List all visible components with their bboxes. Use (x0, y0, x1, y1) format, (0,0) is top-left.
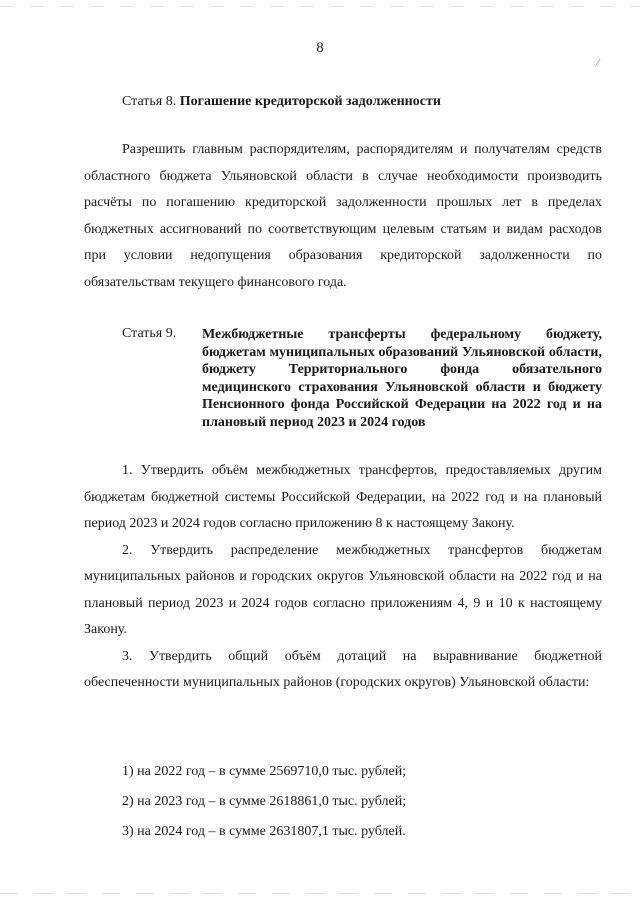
article-9-subitem-list (122, 757, 406, 847)
subitem-2023: 2) на 2023 год – в сумме 2618861,0 тыс. рублей; (122, 794, 407, 809)
subitem-2022: 1) на 2022 год – в сумме 2569710,0 тыс. рублей; (122, 764, 407, 779)
scan-mark-icon: ⁄ (597, 58, 599, 69)
article-9-body (84, 458, 602, 697)
article-8-paragraph: Разрешить главным распорядителям, распорядителям и получателям средств областного бюджета Ульяновской области в случае необходимости производить расчёты по погашению кредиторской задолженности прошлых лет в пределах бюджетных ассигнований по соответствующим целевым статьям и видам расходов при условии недопущения образования кредиторской задолженности по обязательствам текущего финансового года. (84, 142, 602, 290)
article-8-body (84, 137, 602, 296)
article-8-title: Погашение кредиторской задолженности (179, 94, 441, 109)
article-9-heading (122, 326, 602, 431)
subitem-2024: 3) на 2024 год – в сумме 2631807,1 тыс. рублей. (122, 824, 406, 839)
article-9-title: Межбюджетные трансферты федеральному бюджету, бюджетам муниципальных образований Ульяновской области, бюджету Территориального фонда обязательного медицинского страхования Ульяновской области и бюджету Пенсионного фонда Российской Федерации на 2022 год и на плановый период 2023 и 2024 годов (202, 327, 602, 430)
scan-edge-bottom (0, 893, 640, 894)
article-9-label: Статья 9. (122, 326, 177, 341)
article-9-item-3: 3. Утвердить общий объём дотаций на выравнивание бюджетной обеспеченности муниципальных районов (городских округов) Ульяновской области: (84, 648, 602, 690)
article-9-item-1: 1. Утвердить объём межбюджетных трансфертов, предоставляемых другим бюджетам бюджетной системы Российской Федерации, на 2022 год и на плановый период 2023 и 2024 годов согласно приложению 8 к настоящему Закону. (84, 463, 602, 531)
article-9-item-2: 2. Утвердить распределение межбюджетных трансфертов бюджетам муниципальных районов и городских округов Ульяновской области на 2022 год и на плановый период 2023 и 2024 годов согласно приложениям 4, 9 и 10 к настоящему Закону. (84, 542, 602, 637)
scan-edge-top (0, 6, 640, 7)
article-8-heading (122, 94, 441, 110)
article-8-label: Статья 8. (122, 94, 177, 109)
page-number: 8 (316, 40, 324, 56)
